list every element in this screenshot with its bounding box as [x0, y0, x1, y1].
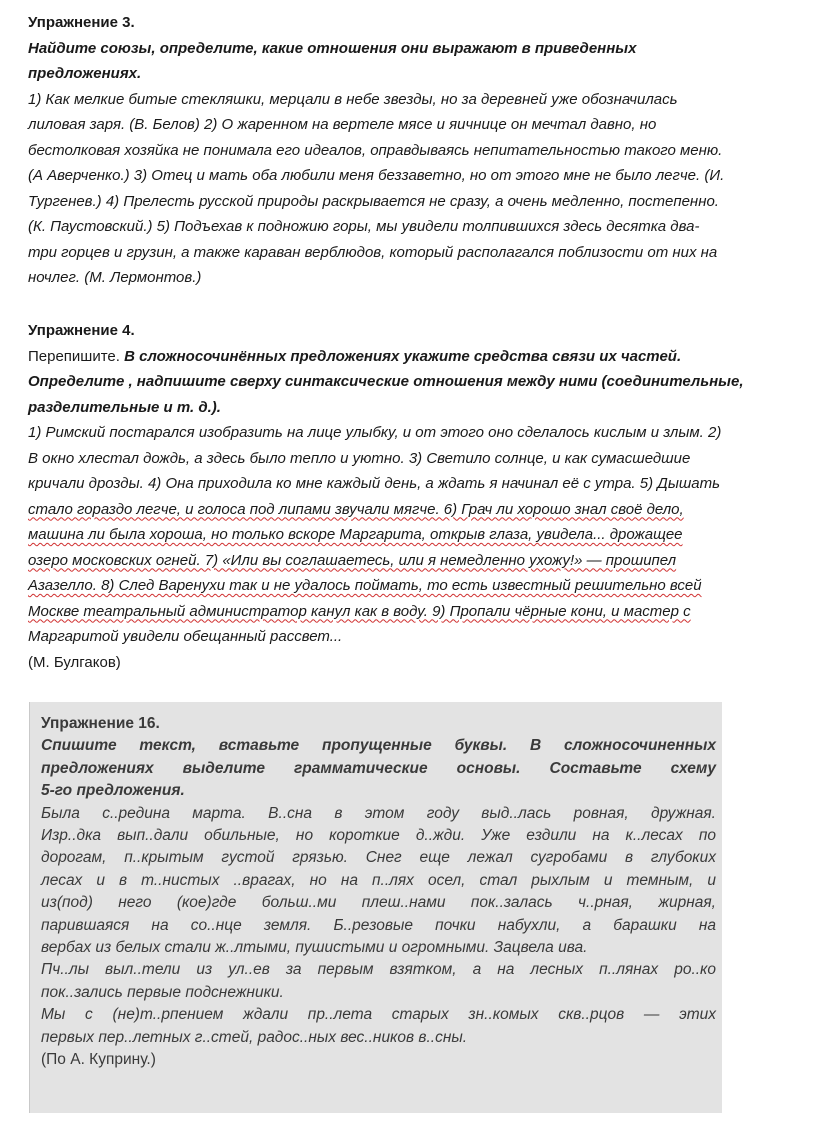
exercise-3-line-1: 1) Как мелкие битые стекляшки, мерцали в небе звезды, но за деревней уже обозначилась — [28, 90, 678, 108]
exercise-4-line-2: В окно хлестал дождь, а здесь было тепло и уютно. 3) Светило солнце, и как сумасшедшие — [28, 449, 691, 467]
exercise-16-line-7: вербах из белых стали ж..лтыми, пушистыми и огромными. Зацвела ива. — [41, 939, 588, 957]
exercise-16-line-9: пок..зались первые подснежники. — [41, 983, 284, 1001]
exercise-3-line-8: ночлег. (М. Лермонтов.) — [28, 269, 202, 286]
exercise-3-title: Упражнение 3. — [28, 14, 135, 31]
exercise-4-task-line-3: разделительные и т. д.). — [28, 398, 221, 416]
exercise-4-title: Упражнение 4. — [28, 322, 135, 339]
exercise-3-line-2: лиловая заря. (В. Белов) 2) О жаренном на вертеле мясе и яичнице он мечтал давно, но — [28, 116, 657, 133]
exercise-3-task-line-2: предложениях. — [28, 65, 142, 82]
exercise-4 — [28, 318, 794, 675]
exercise-4-line-8: Москве театральный администратор канул как в воду. 9) Пропали чёрные кони, и мастер с — [28, 602, 691, 620]
exercise-3-line-3: бестолковая хозяйка не понимала его идеалов, оправдываясь непитательностью такого меню. — [28, 141, 723, 159]
exercise-16-task-line-3: 5-го предложения. — [41, 782, 185, 800]
exercise-4-line-3: кричали дрозды. 4) Она приходила ко мне каждый день, а ждать я начинал её с утра. 5) Дышать — [28, 475, 721, 492]
exercise-16 — [41, 713, 716, 1072]
exercise-4-line-5: машина ли была хороша, но только вскоре Маргарита, открыв глаза, увидела... дрожащее — [28, 526, 683, 543]
exercise-3-line-4: (А Аверченко.) 3) Отец и мать оба любили меня беззаветно, но от этого мне не было легче. (И. — [28, 167, 725, 184]
exercise-16-line-4: лесах и в т..нистых ..врагах, но на п..лях осел, стал рыхлым и темным, и — [41, 871, 716, 889]
exercise-4-line-9: Маргаритой увидели обещанный рассвет... — [28, 628, 343, 645]
exercise-16-line-3: дорогам, п..крытым густой грязью. Снег еще лежал сугробами в глубоких — [41, 849, 716, 867]
exercise-4-line-1: 1) Римский постарался изобразить на лице улыбку, и от этого оно сделалось кислым и злым. 2) — [28, 424, 722, 441]
exercise-16-task-line-2: предложениях выделите грамматические основы. Составьте схему — [41, 759, 716, 777]
exercise-4-author: (М. Булгаков) — [28, 653, 121, 671]
exercise-16-line-2: Изр..дка вып..дали обильные, но короткие д..жди. Уже ездили на к..лесах по — [41, 827, 716, 845]
exercise-4-line-6: озеро московских огней. 7) «Или вы соглашаетесь, или я немедленно ухожу!» — прошипел — [28, 551, 677, 569]
exercise-4-task-prefix: Перепишите. — [28, 347, 120, 365]
exercise-16-box — [29, 702, 722, 1113]
exercise-16-line-5: из(под) него (кое)где больш..ми плеш..нами пок..залась ч..рная, жирная, — [41, 894, 716, 912]
exercise-16-line-6: парившаяся на со..нце земля. Б..резовые почки набухли, а барашки на — [41, 916, 716, 934]
exercise-16-line-11: первых пер..летных г..стей, радос..ных вес..ников в..сны. — [41, 1028, 468, 1046]
exercise-3 — [28, 10, 794, 291]
exercise-16-title: Упражнение 16. — [41, 715, 160, 732]
exercise-3-line-5: Тургенев.) 4) Прелесть русской природы раскрывается не сразу, а очень медленно, постепенно. — [28, 192, 719, 210]
exercise-16-line-10: Мы с (не)т..рпением ждали пр..лета старых зн..комых скв..рцов — этих — [41, 1006, 716, 1024]
exercise-3-task-line-1: Найдите союзы, определите, какие отношения они выражают в приведенных — [28, 39, 637, 57]
exercise-16-line-1: Была с..редина марта. В..сна в этом году выд..лась ровная, дружная. — [41, 804, 716, 822]
exercise-16-task-line-1: Спишите текст, вставьте пропущенные буквы. В сложносочиненных — [41, 737, 716, 755]
exercise-16-author: (По А. Куприну.) — [41, 1051, 156, 1069]
exercise-16-line-8: Пч..лы выл..тели из ул..ев за первым взятком, а на лесных п..лянах ро..ко — [41, 961, 716, 979]
exercise-4-task-line-1 — [28, 344, 794, 370]
exercise-4-line-7: Азазелло. 8) След Варенухи так и не удалось поймать, то есть известный решительно всей — [28, 577, 702, 594]
exercise-3-line-7: три горцев и грузин, а также караван верблюдов, который располагался поблизости от них на — [28, 243, 718, 261]
exercise-3-line-6: (К. Паустовский.) 5) Подъехав к подножию горы, мы увидели толпившихся здесь десятка два- — [28, 218, 700, 235]
exercise-4-line-4: стало гораздо легче, и голоса под липами звучали мягче. 6) Грач ли хорошо знал своё дело, — [28, 500, 684, 518]
exercise-4-task-rest: В сложносочинённых предложениях укажите средства связи их частей. — [124, 347, 682, 365]
exercise-4-task-line-2: Определите , надпишите сверху синтаксические отношения между ними (соединительные, — [28, 373, 744, 390]
